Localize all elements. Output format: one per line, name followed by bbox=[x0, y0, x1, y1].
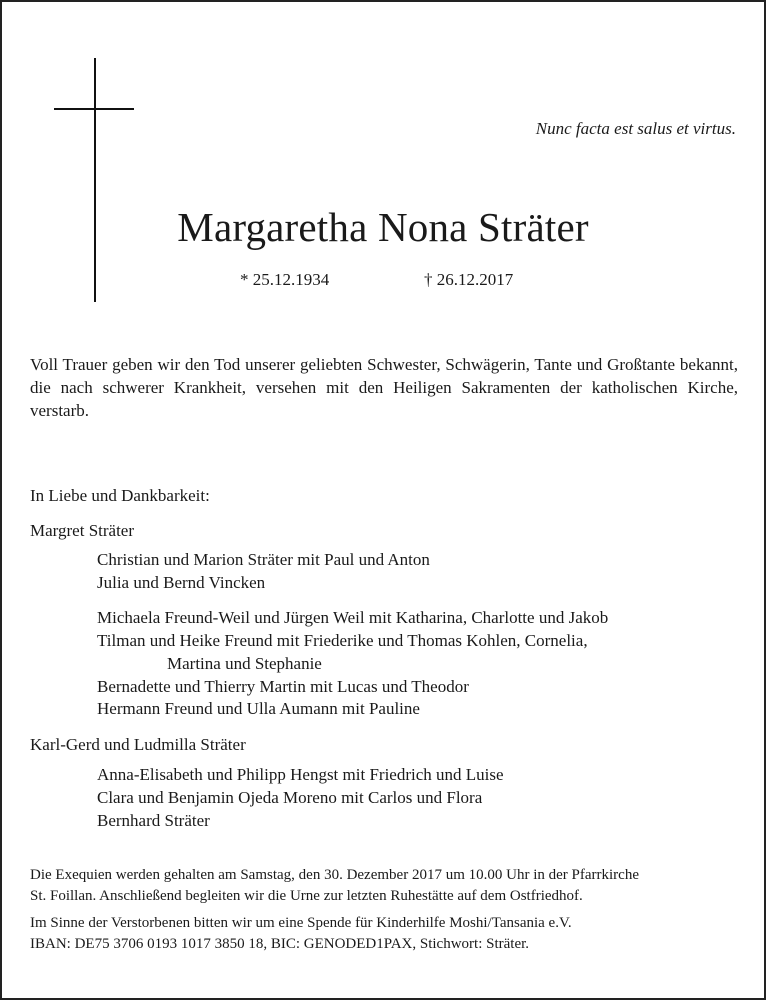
exequien-line: Die Exequien werden gehalten am Samstag, den 30. Dezember 2017 um 10.00 Uhr in der Pfarrkirche bbox=[30, 867, 639, 883]
cross-horizontal-bar bbox=[54, 108, 134, 110]
exequien-line: St. Foillan. Anschließend begleiten wir die Urne zur letzten Ruhestätte auf dem Ostfriedhof. bbox=[30, 888, 583, 904]
birth-date: * 25.12.1934 bbox=[240, 270, 330, 289]
mourner-line: Clara und Benjamin Ojeda Moreno mit Carlos und Flora bbox=[97, 788, 483, 807]
mourner-line: Michaela Freund-Weil und Jürgen Weil mit Katharina, Charlotte und Jakob bbox=[97, 608, 609, 627]
mourner-line: Tilman und Heike Freund mit Friederike und Thomas Kohlen, Cornelia, bbox=[97, 631, 588, 650]
mourner-line: Anna-Elisabeth und Philipp Hengst mit Friedrich und Luise bbox=[97, 765, 504, 784]
cross-vertical-bar bbox=[94, 58, 96, 302]
announcement-text: Voll Trauer geben wir den Tod unserer geliebten Schwester, Schwägerin, Tante und Großtante bekannt, die nach schwerer Krankheit, versehen mit den Heiligen Sakramenten der katholischen Kirche, verstarb. bbox=[30, 355, 738, 420]
mourner-group-head: Karl-Gerd und Ludmilla Sträter bbox=[30, 735, 246, 754]
mourner-line: Julia und Bernd Vincken bbox=[97, 573, 266, 592]
motto: Nunc facta est salus et virtus. bbox=[535, 119, 736, 138]
mourner-line-continuation: Martina und Stephanie bbox=[167, 654, 322, 673]
mourner-group-head: Margret Sträter bbox=[30, 521, 135, 540]
deceased-name: Margaretha Nona Sträter bbox=[177, 204, 589, 250]
donation-bank-details: IBAN: DE75 3706 0193 1017 3850 18, BIC: GENODED1PAX, Stichwort: Sträter. bbox=[30, 936, 530, 952]
mourner-line: Bernhard Sträter bbox=[97, 811, 210, 830]
mourner-line: Bernadette und Thierry Martin mit Lucas und Theodor bbox=[97, 677, 469, 696]
donation-line: Im Sinne der Verstorbenen bitten wir um eine Spende für Kinderhilfe Moshi/Tansania e.V. bbox=[30, 915, 572, 931]
mourner-line: Christian und Marion Sträter mit Paul und Anton bbox=[97, 550, 430, 569]
mourner-line: Hermann Freund und Ulla Aumann mit Pauline bbox=[97, 699, 420, 718]
closing-line: In Liebe und Dankbarkeit: bbox=[30, 486, 210, 505]
death-date: † 26.12.2017 bbox=[424, 270, 514, 289]
